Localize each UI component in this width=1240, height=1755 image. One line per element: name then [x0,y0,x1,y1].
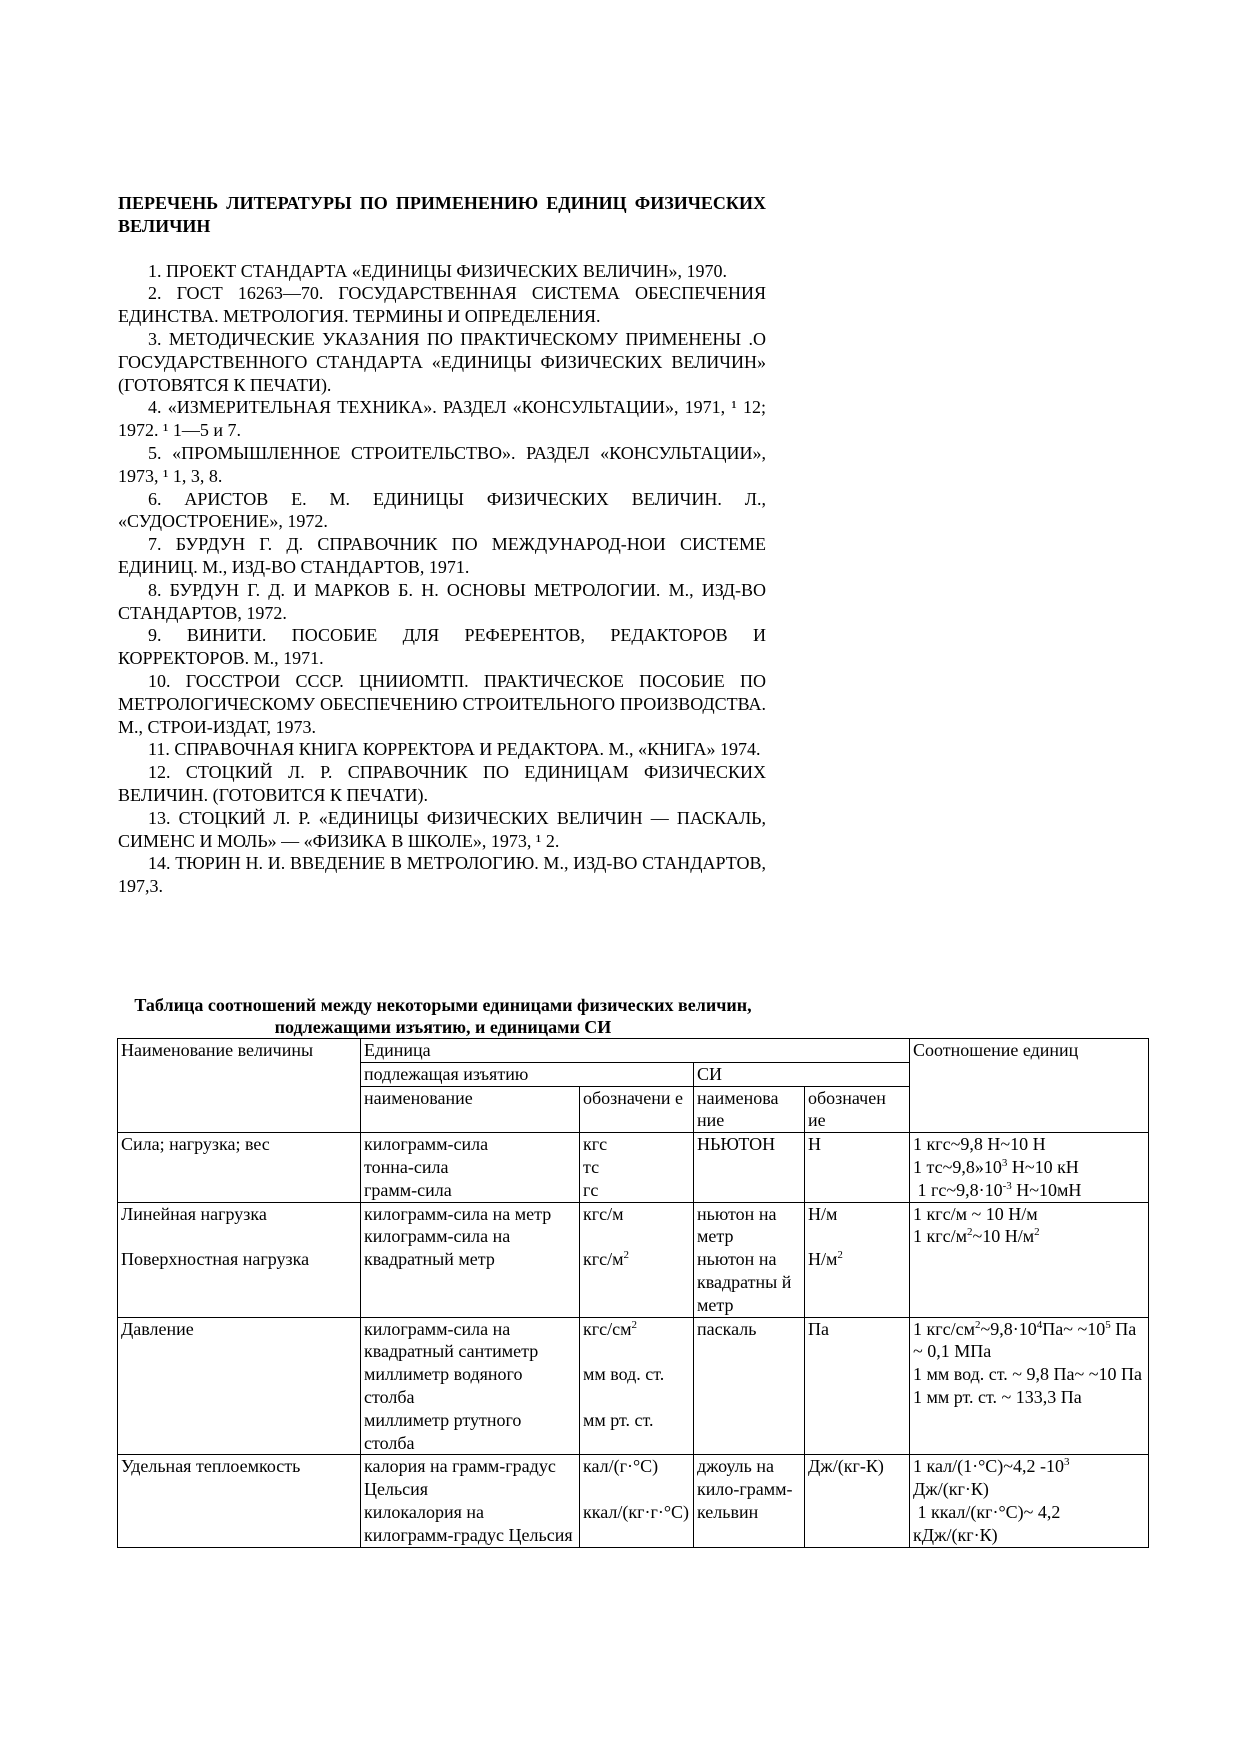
header-name: наименование [361,1086,580,1133]
unit-name: миллиметр водяного столба [364,1364,523,1407]
si-name: ньютон на квадратны й метр [697,1249,792,1315]
header-ratio: Соотношение единиц [910,1039,1149,1133]
header-row [118,1039,1149,1063]
literature-item: 3. МЕТОДИЧЕСКИЕ УКАЗАНИЯ ПО ПРАКТИЧЕСКОМУ ПРИМЕНЕНЫ .О ГОСУДАРСТВЕННОГО СТАНДАРТА «ЕДИНИЦЫ ФИЗИЧЕСКИХ ВЕЛИЧИН» (ГОТОВЯТСЯ К ПЕЧАТИ). [118,328,766,395]
ratio-text: 1 кгс/м [913,1226,968,1247]
superscript: 2 [837,1249,843,1262]
unit-symbol: кал/(г·°С) [583,1456,659,1477]
unit-name: килограмм-сила на квадратный сантиметр [364,1318,539,1362]
unit-name: тонна-сила [364,1156,449,1177]
unit-symbol: кгс [583,1134,608,1155]
unit-name: грамм-сила [364,1179,452,1200]
header-withdrawn: подлежащая изъятию [361,1062,694,1086]
literature-item: 7. БУРДУН Г. Д. СПРАВОЧНИК ПО МЕЖДУНАРОД-НОИ СИСТЕМЕ ЕДИНИЦ. М., ИЗД-ВО СТАНДАРТОВ, 1971. [118,534,766,577]
table-row [118,1202,1149,1317]
ratio-cell [910,1133,1149,1202]
list-title: ПЕРЕЧЕНЬ ЛИТЕРАТУРЫ ПО ПРИМЕНЕНИЮ ЕДИНИЦ ФИЗИЧЕСКИХ ВЕЛИЧИН [118,193,766,236]
si-name-cell: джоуль на кило-грамм-кельвин [694,1455,805,1547]
si-symbol-cell: Па [805,1317,910,1455]
si-name-cell: НЬЮТОН [694,1133,805,1202]
si-symbol-cell [805,1202,910,1317]
superscript: -3 [1002,1179,1012,1192]
unit-symbol: мм рт. ст. [583,1409,654,1430]
header-si-symbol: обозначен ие [805,1086,910,1133]
header-symbol: обозначени е [580,1086,694,1133]
unit-names-cell [361,1455,580,1547]
superscript: 3 [1064,1456,1070,1469]
ratio-text: 1 тс~9,8»10 [913,1156,1002,1177]
unit-names-cell [361,1133,580,1202]
unit-symbol: гс [583,1179,599,1200]
ratio-text: 1 ккал/(кг·°С)~ 4,2 кДж/(кг·К) [913,1501,1061,1545]
spacer [583,1225,690,1248]
units-conversion-table [117,1038,1149,1548]
superscript: 2 [623,1249,630,1262]
quantity-name: Поверхностная нагрузка [121,1249,310,1270]
literature-item: 2. ГОСТ 16263—70. ГОСУДАРСТВЕННАЯ СИСТЕМА ОБЕСПЕЧЕНИЯ ЕДИНСТВА. МЕТРОЛОГИЯ. ТЕРМИНЫ И ОПРЕДЕЛЕНИЯ. [118,283,766,327]
ratio-text: 1 кгс/см [913,1318,975,1339]
unit-symbols-cell [580,1455,694,1547]
literature-item: 5. «ПРОМЫШЛЕННОЕ СТРОИТЕЛЬСТВО». РАЗДЕЛ «КОНСУЛЬТАЦИИ», 1973, ¹ 1, 3, 8. [118,442,766,486]
unit-symbol: кгс/м [583,1203,624,1224]
symbol-text: кгс/м [583,1249,624,1270]
literature-item: 6. АРИСТОВ Е. М. ЕДИНИЦЫ ФИЗИЧЕСКИХ ВЕЛИЧИН. Л., «СУДОСТРОЕНИЕ», 1972. [118,488,766,532]
unit-symbol: ккал/(кг·г·°С) [583,1501,690,1522]
quantity-cell: Давление [118,1317,361,1455]
unit-symbols-cell [580,1317,694,1455]
header-si-name: наименова ние [694,1086,805,1133]
unit-name: килограмм-сила на метр [364,1203,552,1224]
literature-item: 10. ГОССТРОИ СССР. ЦНИИОМТП. ПРАКТИЧЕСКОЕ ПОСОБИЕ ПО МЕТРОЛОГИЧЕСКОМУ ОБЕСПЕЧЕНИЮ СТРОИТЕЛЬНОГО ПРОИЗВОДСТВА. М., СТРОИ-ИЗДАТ, 1973. [118,670,766,737]
ratio-text: 1 гс~9,8·10 [917,1179,1003,1200]
ratio-line [913,1156,1145,1179]
superscript: 5 [1105,1318,1111,1331]
ratio-line [913,1455,1145,1501]
quantity-name: Линейная нагрузка [121,1203,267,1224]
unit-name: килограмм-сила [364,1134,489,1155]
spacer [583,1386,690,1409]
header-si: СИ [694,1062,910,1086]
superscript: 2 [975,1318,981,1331]
literature-item: 11. СПРАВОЧНАЯ КНИГА КОРРЕКТОРА И РЕДАКТОРА. М., «КНИГА» 1974. [148,739,761,760]
literature-item: 12. СТОЦКИЙ Л. Р. СПРАВОЧНИК ПО ЕДИНИЦАМ ФИЗИЧЕСКИХ ВЕЛИЧИН. (ГОТОВИТСЯ К ПЕЧАТИ). [118,762,766,805]
quantity-cell: Сила; нагрузка; вес [118,1133,361,1202]
symbol-text: кгс/см [583,1318,632,1339]
table-row [118,1133,1149,1202]
unit-symbols-cell [580,1133,694,1202]
literature-item: 9. ВИНИТИ. ПОСОБИЕ ДЛЯ РЕФЕРЕНТОВ, РЕДАКТОРОВ И КОРРЕКТОРОВ. М., 1971. [118,625,766,669]
superscript: 2 [631,1318,637,1331]
unit-names-cell [361,1202,580,1317]
unit-symbols-cell [580,1202,694,1317]
ratio-text: Н~10 кН [1007,1156,1079,1177]
spacer [583,1478,690,1501]
spacer [118,238,766,260]
si-symbol [808,1248,906,1271]
table-row [118,1317,1149,1455]
si-name: ньютон на метр [697,1203,777,1247]
ratio-text: ~9,8·10 [980,1318,1037,1339]
spacer [808,1225,906,1248]
ratio-text: 1 кал/(1·°С)~4,2 -10 [913,1456,1065,1477]
literature-item: 1. ПРОЕКТ СТАНДАРТА «ЕДИНИЦЫ ФИЗИЧЕСКИХ ВЕЛИЧИН», 1970. [148,260,728,281]
unit-symbol: тс [583,1156,600,1177]
ratio-line: 1 мм вод. ст. ~ 9,8 Па~ ~10 Па [913,1364,1142,1385]
unit-symbol [583,1318,690,1341]
literature-item: 14. ТЮРИН Н. И. ВВЕДЕНИЕ В МЕТРОЛОГИЮ. М., ИЗД-ВО СТАНДАРТОВ, 197,3. [118,853,766,897]
ratio-text: ~10 Н/м [972,1226,1035,1247]
ratio-text: Па ~ 0,1 МПа [913,1318,1137,1362]
si-symbol-cell: Н [805,1133,910,1202]
literature-item: 8. БУРДУН Г. Д. И МАРКОВ Б. Н. ОСНОВЫ МЕТРОЛОГИИ. М., ИЗД-ВО СТАНДАРТОВ, 1972. [118,579,766,623]
si-symbol-cell: Дж/(кг-К) [805,1455,910,1547]
header-unit: Единица [361,1039,910,1063]
literature-section [118,192,766,898]
ratio-line [913,1179,1145,1202]
unit-name: калория на грамм-градус Цельсия [364,1456,556,1500]
unit-names-cell [361,1317,580,1455]
table-row [118,1455,1149,1547]
table-caption: Таблица соотношений между некоторыми единицами физических величин, подлежащими изъятию, и единицами СИ [134,995,752,1037]
si-symbol: Н/м [808,1203,838,1224]
ratio-line: 1 мм рт. ст. ~ 133,3 Па [913,1386,1082,1407]
unit-name: килограмм-сила на квадратный метр [364,1226,511,1270]
literature-item: 13. СТОЦКИЙ Л. Р. «ЕДИНИЦЫ ФИЗИЧЕСКИХ ВЕЛИЧИН — ПАСКАЛЬ, СИМЕНС И МОЛЬ» — «ФИЗИКА В ШКОЛЕ», 1973, ¹ 2. [118,807,766,851]
ratio-cell [910,1317,1149,1455]
spacer [583,1340,690,1363]
superscript: 4 [1036,1318,1043,1331]
unit-name: миллиметр ртутного столба [364,1409,522,1453]
ratio-text: Н~10мН [1011,1179,1082,1200]
ratio-line [913,1318,1145,1364]
unit-symbol: мм вод. ст. [583,1364,665,1385]
quantity-cell [118,1202,361,1317]
spacer [121,1225,357,1248]
ratio-line [913,1225,1145,1248]
unit-name: килокалория на килограмм-градус Цельсия [364,1501,573,1545]
ratio-line: 1 кгс/м ~ 10 Н/м [913,1203,1038,1224]
header-quantity: Наименование величины [118,1039,361,1133]
literature-item: 4. «ИЗМЕРИТЕЛЬНАЯ ТЕХНИКА». РАЗДЕЛ «КОНСУЛЬТАЦИИ», 1971, ¹ 12; 1972. ¹ 1—5 и 7. [118,397,766,441]
superscript: 3 [1001,1156,1008,1169]
ratio-text: Дж/(кг·К) [913,1479,989,1500]
ratio-cell [910,1455,1149,1547]
quantity-cell: Удельная теплоемкость [118,1455,361,1547]
superscript: 2 [967,1226,973,1239]
ratio-line: 1 кгс~9,8 Н~10 Н [913,1134,1046,1155]
ratio-line [913,1501,1145,1547]
si-name-cell [694,1202,805,1317]
si-name-cell: паскаль [694,1317,805,1455]
unit-symbol [583,1248,690,1271]
ratio-cell [910,1202,1149,1317]
ratio-text: Па~ ~10 [1042,1318,1106,1339]
superscript: 2 [1034,1226,1040,1239]
symbol-text: Н/м [808,1249,838,1270]
